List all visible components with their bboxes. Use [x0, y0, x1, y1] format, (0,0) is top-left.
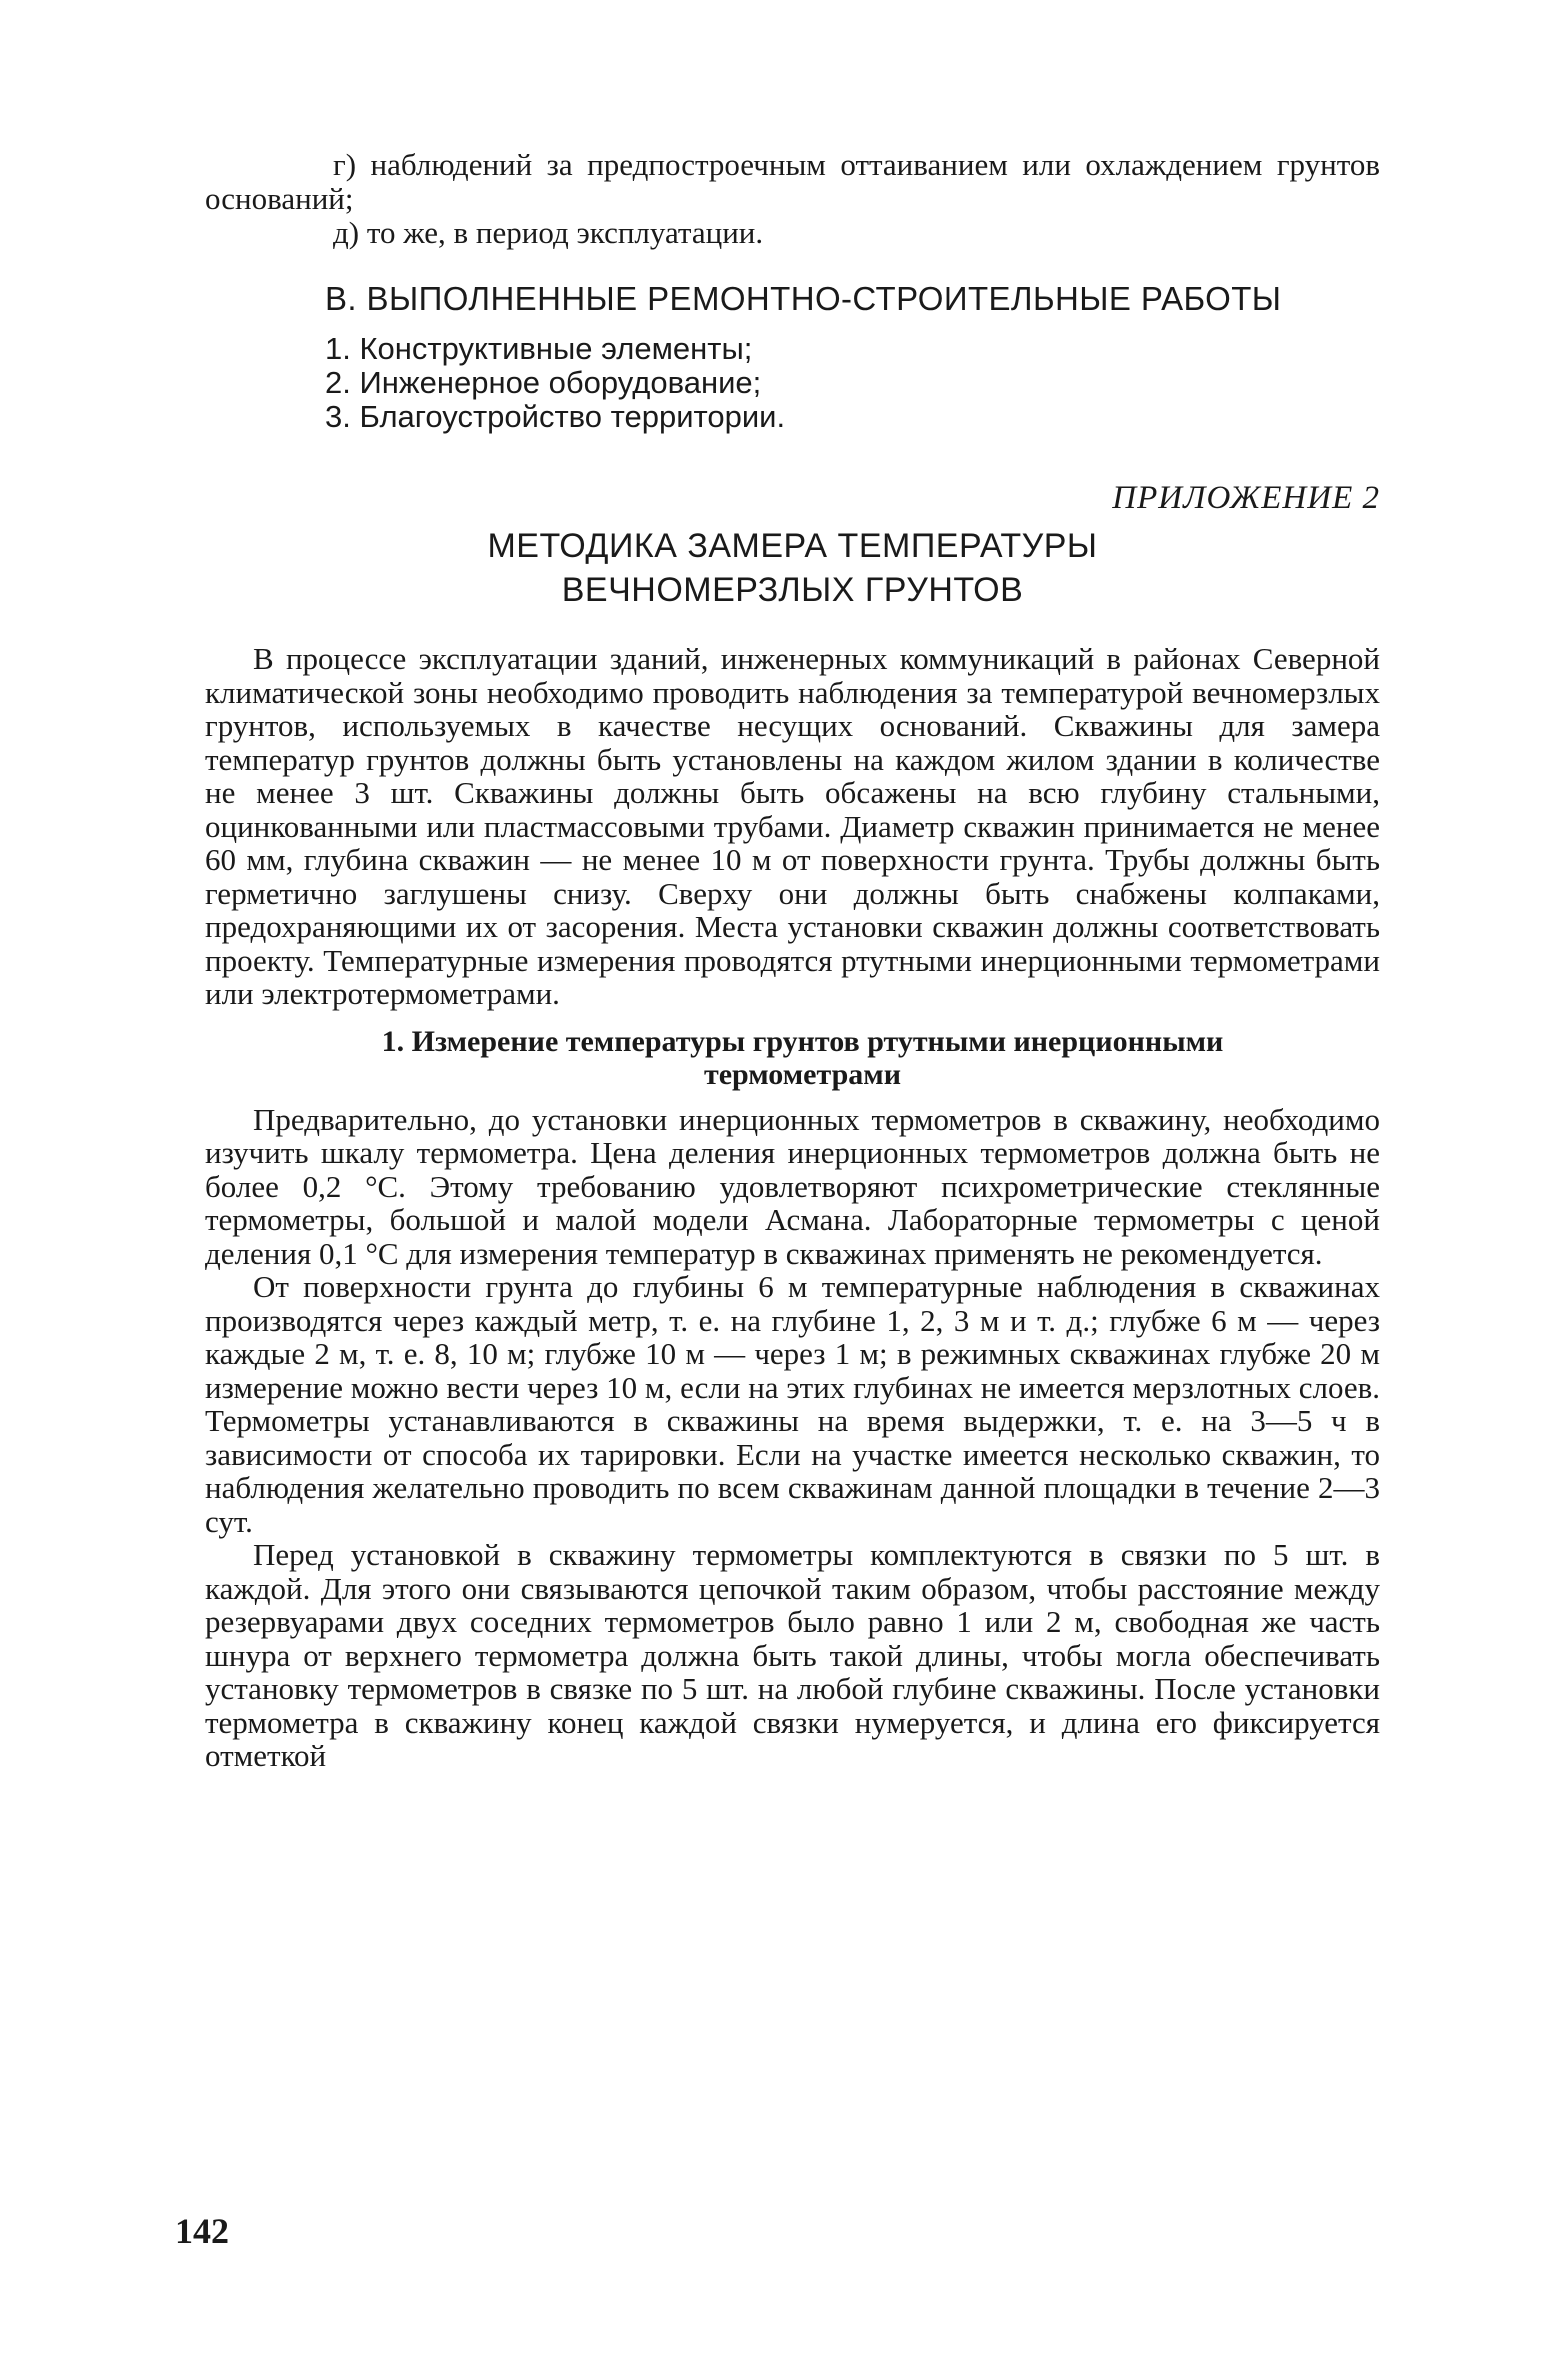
list-item: 2. Инженерное оборудование; [325, 365, 762, 400]
paragraph: Перед установкой в скважину термометры комплектуются в связки по 5 шт. в каждой. Для этого они связываются цепочкой таким образом, чтобы расстояние между резервуарами двух соседних термометров было равно 1 или 2 м, свободная же часть шнура от верхнего термометра должна быть такой длины, чтобы могла обеспечивать установку термометров в связке по 5 шт. на любой глубине скважины. После установки термометра в скважину конец каждой связки нумеруется, и длина его фиксируется отметкой [205, 1537, 1380, 1773]
title-line-1: МЕТОДИКА ЗАМЕРА ТЕМПЕРАТУРЫ [487, 527, 1098, 565]
page-title [205, 524, 1380, 612]
list-item: 3. Благоустройство территории. [325, 399, 786, 434]
paragraph: Предварительно, до установки инерционных термометров в скважину, необходимо изучить шкалу термометра. Цена деления инерционных термометров должна быть не более 0,2 °С. Этому требованию удовлетворяют психрометрические стеклянные термометры, большой и малой модели Асмана. Лабораторные термометры с ценой деления 0,1 °С для измерения температур в скважинах применять не рекомендуется. [205, 1101, 1380, 1271]
subsection-body [205, 1103, 1380, 1773]
list-item-g [205, 148, 1380, 216]
list-item-label: д) [333, 215, 360, 250]
subsection-heading [205, 1025, 1380, 1091]
appendix-label: ПРИЛОЖЕНИЕ 2 [1112, 480, 1380, 516]
subsection-heading-line-1: 1. Измерение температуры грунтов ртутными инерционными [381, 1024, 1224, 1058]
intro-section [205, 642, 1380, 1011]
section-v-heading: В. ВЫПОЛНЕННЫЕ РЕМОНТНО-СТРОИТЕЛЬНЫЕ РАБОТЫ [325, 280, 1282, 317]
page-number: 142 [175, 2211, 229, 2251]
paragraph: От поверхности грунта до глубины 6 м температурные наблюдения в скважинах производятся через каждый метр, т. е. на глубине 1, 2, 3 м и т. д.; глубже 6 м — через каждые 2 м, т. е. 8, 10 м; глубже 10 м — через 1 м; в режимных скважинах глубже 20 м измерение можно вести через 10 м, если на этих глубинах не имеется мерзлотных слоев. Термометры устанавливаются в скважины на время выдержки, т. е. на 3—5 ч в зависимости от способа их тарировки. Если на участке имеется несколько скважин, то наблюдения желательно проводить по всем скважинам данной площадки в течение 2—3 сут. [205, 1269, 1380, 1539]
intro-paragraph: В процессе эксплуатации зданий, инженерных коммуникаций в районах Северной климатической зоны необходимо проводить наблюдения за температурой вечномерзлых грунтов, используемых в качестве несущих оснований. Скважины для замера температур грунтов должны быть установлены на каждом жилом здании в количестве не менее 3 шт. Скважины должны быть обсажены на всю глубину стальными, оцинкованными или пластмассовыми трубами. Диаметр скважин принимается не менее 60 мм, глубина скважин — не менее 10 м от поверхности грунта. Трубы должны быть герметично заглушены снизу. Сверху они должны быть снабжены колпаками, предохраняющими их от засорения. Места установки скважин должны соответствовать проекту. Температурные измерения проводятся ртутными инерционными термометрами или электротермометрами. [205, 641, 1380, 1011]
title-line-2: ВЕЧНОМЕРЗЛЫХ ГРУНТОВ [561, 571, 1024, 609]
top-list [205, 148, 1380, 250]
list-item-text: то же, в период эксплуатации. [366, 215, 764, 250]
list-item-d [205, 216, 1380, 250]
list-item-label: г) [333, 147, 357, 182]
section-v-list [205, 332, 1380, 434]
page-content [205, 148, 1380, 1773]
list-item-text: наблюдений за предпостроечным оттаиванием или охлаждением грунтов оснований; [205, 147, 1380, 216]
subsection-heading-line-2: термометрами [703, 1057, 901, 1091]
list-item: 1. Конструктивные элементы; [325, 331, 753, 366]
